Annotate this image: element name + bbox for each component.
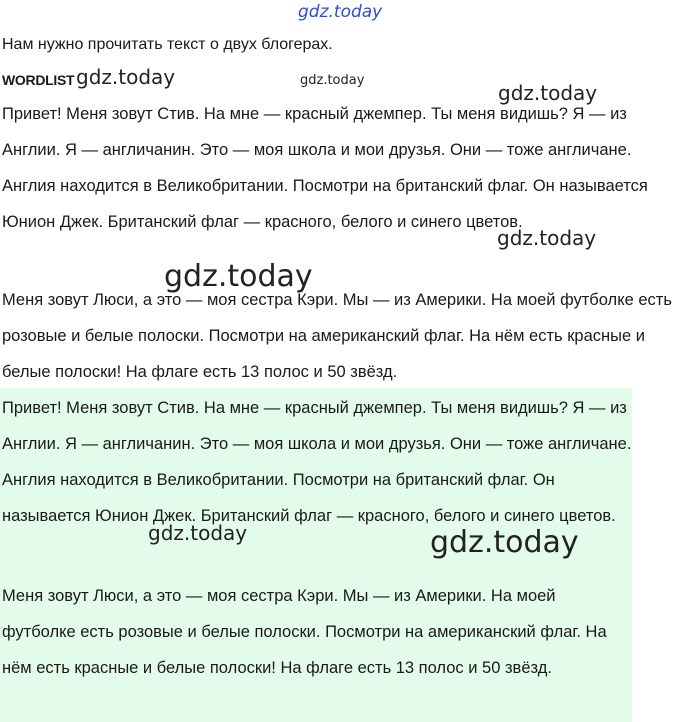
- answer-lucy-paragraph: Меня зовут Люси, а это — моя сестра Кэри. Мы — из Америки. На моей футболке есть розовые и белые полоски. Посмотри на американский флаг. На нём есть красные и белые полоски! На флаге есть 13 полос и 50 звёзд.: [2, 587, 607, 677]
- watermark-right-upper: gdz.today: [498, 81, 598, 105]
- steve-paragraph: Привет! Меня зовут Стив. На мне — красный джемпер. Ты меня видишь? Я — из Англии. Я — англичанин. Это — моя школа и мои друзья. Они — тоже англичане. Англия находится в Великобритании. Посмотри на британский флаг. Он называется Юнион Джек. Британский флаг — красного, белого и синего цветов.: [2, 105, 648, 231]
- watermark-big-mid: gdz.today: [164, 259, 313, 294]
- watermark-small-center: gdz.today: [300, 73, 365, 88]
- watermark-right-mid: gdz.today: [497, 226, 597, 250]
- watermark-answer-left: gdz.today: [148, 521, 248, 545]
- intro-text: Нам нужно прочитать текст о двух блогерах.: [2, 36, 333, 53]
- watermark-wordlist: gdz.today: [76, 65, 176, 89]
- answer-steve-paragraph: Привет! Меня зовут Стив. На мне — красный джемпер. Ты меня видишь? Я — из Англии. Я — англичанин. Это — моя школа и мои друзья. Они — тоже англичане. Англия находится в Великобритании. Посмотри на британский флаг. Он называется Юнион Джек. Британский флаг — красного, белого и синего цветов.: [2, 399, 632, 525]
- watermark-top: gdz.today: [298, 2, 383, 22]
- watermark-answer-big: gdz.today: [430, 525, 579, 560]
- wordlist-label: WORDLIST: [2, 72, 75, 88]
- lucy-paragraph: Меня зовут Люси, а это — моя сестра Кэри. Мы — из Америки. На моей футболке есть розовые и белые полоски. Посмотри на американский флаг. На нём есть красные и белые полоски! На флаге есть 13 полос и 50 звёзд.: [2, 291, 672, 381]
